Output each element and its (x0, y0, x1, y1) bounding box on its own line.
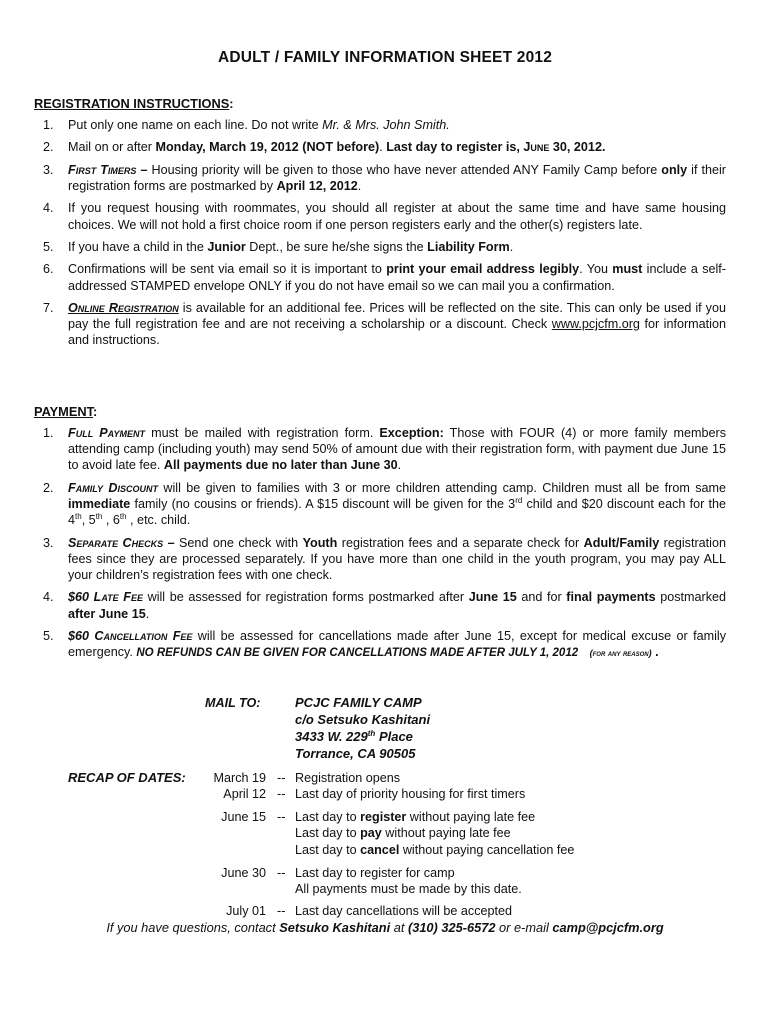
list-item: 1. Full Payment must be mailed with registration form. Exception: Those with FOUR (4) or more family members attending camp (including youth) may send 50% of amount due with their registration form, with payment due June 15 to avoid late fee. All payments due no later than June 30. (43, 426, 726, 473)
contact-line: If you have questions, contact Setsuko Kashitani at (310) 325-6572 or e-mail camp@pcjcfm.org (106, 920, 664, 935)
mail-to-label: MAIL TO: (205, 696, 261, 710)
contact-email[interactable]: camp@pcjcfm.org (552, 920, 664, 935)
website-link[interactable]: www.pcjcfm.org (551, 317, 640, 332)
recap-label: RECAP OF DATES: (68, 770, 186, 785)
list-item: 7. Online Registration is available for an additional fee. Prices will be reflected on the site. This can only be used if you pay the full registration fee and are not receiving a scholarship or a discount. Check www.pcjcfm.org for information and instructions. (43, 300, 726, 348)
list-item: 3. First Timers – Housing priority will be given to those who have never attended ANY Family Camp before only if their registration forms are postmarked by April 12, 2012. (43, 162, 727, 193)
contact-name: Setsuko Kashitani (279, 920, 391, 935)
list-item: 5. If you have a child in the Junior Dept., be sure he/she signs the Liability Form. (43, 239, 514, 254)
information-sheet-page: ADULT / FAMILY INFORMATION SHEET 2012 REGISTRATION INSTRUCTIONS: 1. Put only one name on each line. Do not write Mr. & Mrs. John Smith. 2. Mail on or after Monday, March 19, 2012 (NOT before). Last day to register is, June 30, 2012. 3. First Timers – Housing priority will be given to those who have never attended ANY Family Camp before only if their registration forms are postmarked by April 12, 2012. 4. If you request housing with roommates, you should all register at about the same time and have same housing choices. We will not hold a first choice room if one person registers early and the other(s) registers late. 5. If you have a child in the Junior Dept., be sure he/she signs the Liability Form. 6. Confirmations will be sent via email so it is important to print your email address legibly. You must include a self-addressed STAMPED envelope ONLY if you do not have email so we can mail you a confirmation. 7. Online Registration is available for an additional fee. Prices will be reflected on the site. This can only be used if you pay the full registration fee and are not receiving a scholarship or a discount. Check www.pcjcfm.org for information and instructions. PAYMENT: 1. Full Payment must be mailed with registration form. Exception: Those with FOUR (4) or more family members attending camp (including youth) may send 50% of amount due with their registration form, with payment due June 15 to avoid late fee. All payments due no later than June 30. 2. Family Discount will be given to families with 3 or more children attending camp. Children must all be from same immediate family (no cousins or friends). A $15 discount will be given for the 3rd child and $20 discount each for the 4th, 5th , 6th , etc. child. 3. Separate Checks – Send one check with Youth registration fees and a separate check for Adult/Family registration fees since they are processed separately. If you have more than one child in the youth program, you may pay ALL your children’s registration fees with one check. 4. $60 Late Fee will be assessed for registration forms postmarked after June 15 and for final payments postmarked after June 15. 5. $60 Cancellation Fee will be assessed for cancellations made after June 15, except for medical excuse or family emergency. NO REFUNDS CAN BE GIVEN FOR CANCELLATIONS MADE AFTER JULY 1, 2012 (for any reason) . MAIL TO: PCJC FAMILY CAMP c/o Setsuko Kashitani 3433 W. 229th Place Torrance, CA 90505 RECAP OF DATES: March 19 -- Registration opens April 12 -- Last day of priority housing for first timers June 15 -- Last day to register without paying late fee Last day to pay without paying late fee Last day to cancel without paying cancellation fee June 30 -- Last day to register for camp All payments must be made by this date. July 01 -- Last day cancellations will be accepted If you have questions, contact Setsuko Kashitani at (310) 325-6572 or e-mail camp@pcjcfm.org (0, 0, 770, 1024)
list-item: 4. $60 Late Fee will be assessed for registration forms postmarked after June 15 and for final payments postmarked after June 15. (43, 590, 727, 621)
list-item: 5. $60 Cancellation Fee will be assessed for cancellations made after June 15, except for medical excuse or family emergency. NO REFUNDS CAN BE GIVEN FOR CANCELLATIONS MADE AFTER JULY 1, 2012 (for any reason) . (43, 628, 726, 660)
list-item: 4. If you request housing with roommates, you should all register at about the same time and have same housing choices. We will not hold a first choice room if one person registers early and the other(s) registers late. (43, 201, 726, 232)
payment-heading: PAYMENT: (34, 404, 98, 419)
list-item: 3. Separate Checks – Send one check with Youth registration fees and a separate check for Adult/Family registration fees since they are processed separately. If you have more than one child in the youth program, you may pay ALL your children’s registration fees with one check. (43, 535, 726, 582)
list-item: 2. Mail on or after Monday, March 19, 2012 (NOT before). Last day to register is, June 30, 2012. (43, 140, 606, 155)
contact-phone: (310) 325-6572 (407, 920, 496, 935)
mailing-address: PCJC FAMILY CAMP c/o Setsuko Kashitani 3433 W. 229th Place Torrance, CA 90505 (295, 695, 431, 761)
page-title: ADULT / FAMILY INFORMATION SHEET 2012 (217, 49, 553, 66)
list-item: 1. Put only one name on each line. Do not write Mr. & Mrs. John Smith. (43, 118, 450, 132)
registration-heading: REGISTRATION INSTRUCTIONS: (34, 96, 234, 111)
registration-list (34, 117, 726, 355)
online-registration-label: Online Registration (68, 300, 179, 315)
list-item: 2. Family Discount will be given to families with 3 or more children attending camp. Children must all be from same immediate family (no cousins or friends). A $15 discount will be given for the 3rd child and $20 discount each for the 4th, 5th , 6th , etc. child. (43, 480, 726, 528)
payment-list (34, 425, 726, 668)
list-item: 6. Confirmations will be sent via email so it is important to print your email address legibly. You must include a self-addressed STAMPED envelope ONLY if you do not have email so we can mail you a confirmation. (43, 262, 726, 293)
